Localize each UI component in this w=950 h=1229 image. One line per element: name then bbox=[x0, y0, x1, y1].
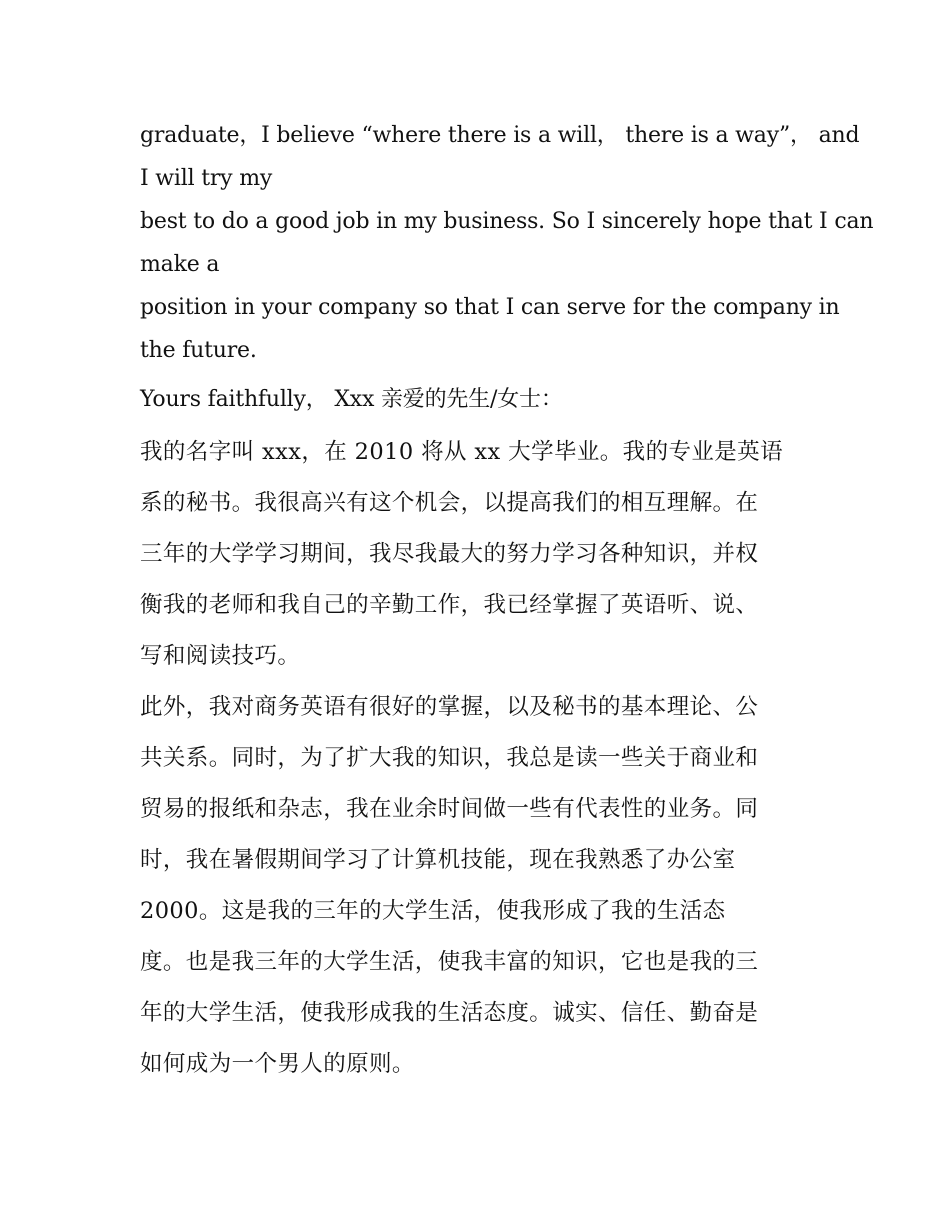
english-paragraph bbox=[140, 114, 874, 372]
text-line: make a bbox=[140, 252, 220, 277]
text-line: 度。也是我三年的大学生活，使我丰富的知识，它也是我的三 bbox=[140, 949, 759, 975]
text-line: 贸易的报纸和杂志，我在业余时间做一些有代表性的业务。同 bbox=[140, 796, 759, 822]
closing-line: Yours faithfully， Xxx 亲爱的先生/女士： bbox=[140, 387, 563, 412]
text-line: 共关系。同时，为了扩大我的知识，我总是读一些关于商业和 bbox=[140, 745, 759, 771]
text-line: 此外，我对商务英语有很好的掌握，以及秘书的基本理论、公 bbox=[140, 694, 759, 720]
text-line: 时，我在暑假期间学习了计算机技能，现在我熟悉了办公室 bbox=[140, 847, 736, 873]
text-line: 三年的大学学习期间，我尽我最大的努力学习各种知识，并权 bbox=[140, 541, 759, 567]
text-line: 衡我的老师和我自己的辛勤工作，我已经掌握了英语听、说、 bbox=[140, 592, 759, 618]
text-line: 写和阅读技巧。 bbox=[140, 643, 301, 669]
text-line: I will try my bbox=[140, 166, 273, 191]
text-line: 2000。这是我的三年的大学生活，使我形成了我的生活态 bbox=[140, 898, 726, 924]
document-body bbox=[140, 114, 874, 1090]
text-line: 如何成为一个男人的原则。 bbox=[140, 1051, 415, 1077]
text-line: the future. bbox=[140, 338, 257, 363]
chinese-paragraph-2 bbox=[140, 682, 812, 1090]
text-line: 系的秘书。我很高兴有这个机会，以提高我们的相互理解。在 bbox=[140, 490, 759, 516]
text-line: 年的大学生活，使我形成我的生活态度。诚实、信任、勤奋是 bbox=[140, 1000, 759, 1026]
text-line: 我的名字叫 xxx，在 2010 将从 xx 大学毕业。我的专业是英语 bbox=[140, 439, 783, 465]
text-line: position in your company so that I can serve for the company in bbox=[140, 295, 840, 320]
chinese-paragraph-1 bbox=[140, 427, 812, 682]
text-line: graduate，I believe “where there is a will， there is a way”， and bbox=[140, 123, 860, 148]
text-line: best to do a good job in my business. So I sincerely hope that I can bbox=[140, 209, 874, 234]
